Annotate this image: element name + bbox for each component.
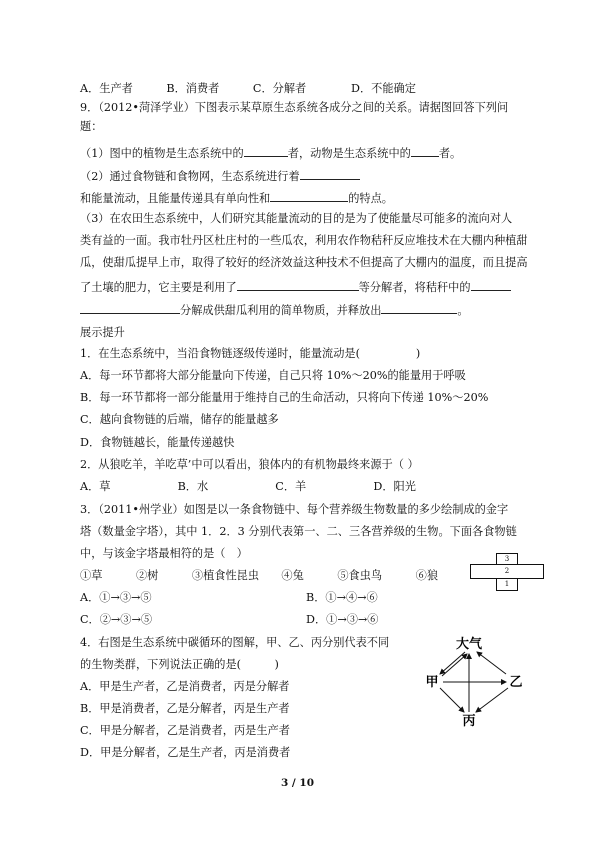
q9-part3: （3）在农田生态系统中，人们研究其能量流动的目的是为了使能量尽可能多的流向对人 xyxy=(80,212,513,225)
air-label: 大气 xyxy=(455,637,483,652)
q4-stem: 4．右图是生态系统中碳循环的图解，甲、乙、丙分别代表不同 xyxy=(80,636,390,649)
q1-stem: 1．在生态系统中，当沿食物链逐级传递时，能量流动是( ) xyxy=(80,347,421,360)
arrow-jia-to-air xyxy=(442,654,467,676)
jia-label: 甲 xyxy=(425,675,439,690)
q4-option-d: D．甲是分解者，乙是生产者，丙是消费者 xyxy=(80,746,291,759)
q2-stem: 2．从狼吃羊，羊吃草’中可以看出，狼体内的有机物最终来源于（ ） xyxy=(80,458,419,471)
q1-option-c: C．越向食物链的后端，储存的能量越多 xyxy=(80,413,279,426)
q1-option-d: D．食物链越长，能量传递越快 xyxy=(80,436,235,449)
q9-part3-l5: 分解成供甜瓜利用的简单物质，并释放出 。 xyxy=(80,302,469,318)
q4-stem-l2: 的生物类群，下列说法正确的是( ) xyxy=(80,658,279,671)
q9-part2-cont: 和能量流动，且能量传递具有单向性和 的特点。 xyxy=(80,192,393,205)
q3-organisms: ①草 ②树 ③植食性昆虫 ④兔 ⑤食虫鸟 ⑥狼 xyxy=(80,569,439,582)
q9-part3-l3: 瓜，使甜瓜提早上市，取得了较好的经济效益这种技术不但提高了大棚内的温度，而且提高 xyxy=(80,256,528,269)
carbon-cycle-diagram xyxy=(422,630,532,732)
arrow-yi-to-bing xyxy=(476,688,508,712)
q3-stem-l3: 中，与该金字塔最相符的是（ ） xyxy=(80,547,248,560)
q2-options: A．草 B．水 C．羊 D．阳光 xyxy=(80,480,416,493)
bing-label: 丙 xyxy=(462,714,476,729)
q1-option-b: B．每一环节都将一部分能量用于维持自己的生命活动，只将向下传递 10%～20% xyxy=(80,391,489,404)
answer-blank[interactable] xyxy=(80,302,180,314)
q4-option-c: C．甲是分解者，乙是消费者，丙是生产者 xyxy=(80,724,290,737)
q9-part3-l2: 类有益的一面。我市牡丹区杜庄村的一些瓜农，利用农作物秸秆反应堆技术在大棚内种植甜 xyxy=(80,234,528,247)
q3-option-a: A．①→③→⑤ xyxy=(80,591,152,604)
q9-part2: （2）通过食物链和食物网，生态系统进行着 xyxy=(80,168,360,184)
q4-option-a: A．甲是生产者，乙是消费者，丙是分解者 xyxy=(80,680,290,693)
q3-option-d: D．①→③→⑥ xyxy=(306,613,379,626)
answer-blank[interactable] xyxy=(411,145,439,157)
answer-blank[interactable] xyxy=(270,190,348,202)
answer-blank[interactable] xyxy=(244,145,288,157)
q9-stem-cont: 题： xyxy=(80,120,103,133)
q8-options: A．生产者 B．消费者 C．分解者 D．不能确定 xyxy=(80,82,416,95)
q9-stem: 9．（2012•菏泽学业）下图表示某草原生态系统各成分之间的关系。请据图回答下列问 xyxy=(80,101,509,114)
q1-option-a: A．每一环节都将大部分能量向下传递，自己只将 10%～20%的能量用于呼吸 xyxy=(80,369,466,382)
arrow-yi-to-air xyxy=(477,652,506,674)
answer-blank[interactable] xyxy=(237,279,359,291)
q9-part1: （1）图中的植物是生态系统中的 者，动物是生态系统中的 者。 xyxy=(80,147,462,160)
pyramid-level-1: 1 xyxy=(496,578,518,591)
section-heading: 展示提升 xyxy=(80,326,125,339)
pyramid-level-3: 3 xyxy=(496,553,518,565)
pyramid-level-2: 2 xyxy=(470,564,544,579)
q3-stem: 3．（2011•州学业）如图是以一条食物链中、每个营养级生物数量的多少绘制成的金字 xyxy=(80,503,509,516)
answer-blank[interactable] xyxy=(471,279,511,291)
q9-part3-l4: 了土壤的肥力，它主要是利用了 等分解者，将秸秆中的 xyxy=(80,279,511,295)
q3-option-b: B．①→④→⑥ xyxy=(306,591,378,604)
q4-option-b: B．甲是消费者，乙是分解者，丙是生产者 xyxy=(80,702,290,715)
arrow-jia-to-bing xyxy=(440,688,464,712)
q3-stem-l2: 塔（数量金字塔），其中 1．2．3 分别代表第一、二、三各营养级的生物。下面各食物链 xyxy=(80,525,517,538)
arrow-air-to-jia xyxy=(440,652,465,674)
q3-option-c: C．②→③→⑤ xyxy=(80,613,153,626)
yi-label: 乙 xyxy=(509,675,523,690)
answer-blank[interactable] xyxy=(300,168,360,180)
page-number: 3 / 10 xyxy=(280,777,315,789)
answer-blank[interactable] xyxy=(381,302,457,314)
